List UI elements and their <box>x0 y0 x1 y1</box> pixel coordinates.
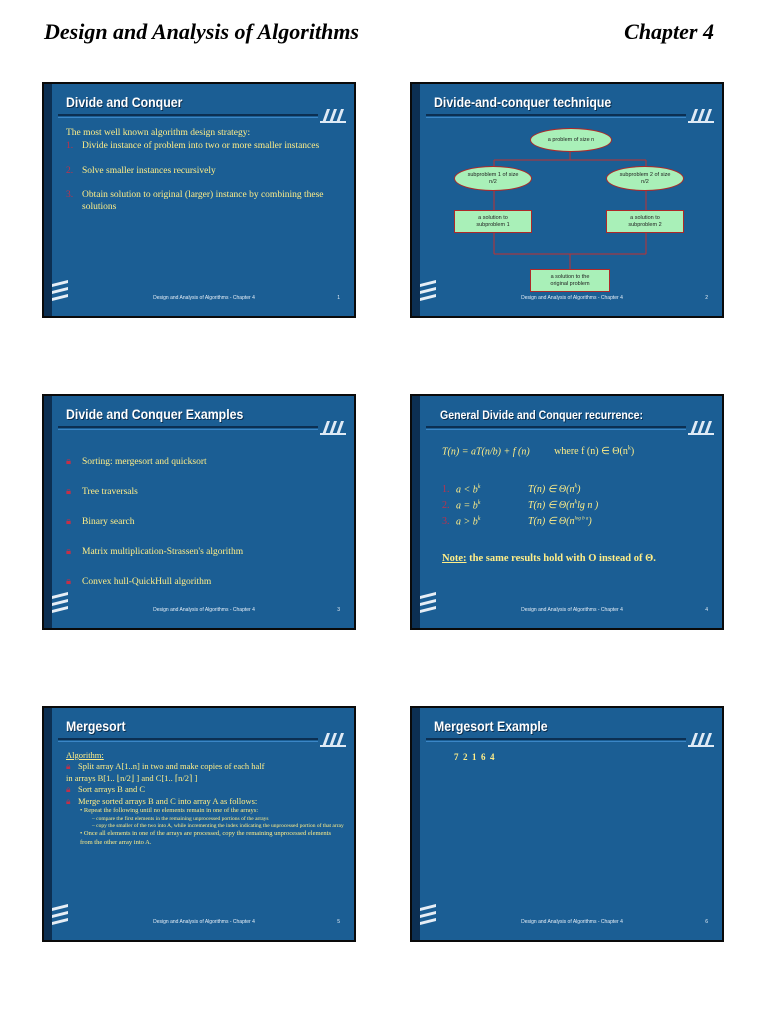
slide-body <box>66 750 344 847</box>
bullet-icon: 🔒︎ <box>66 457 72 467</box>
title-divider <box>58 738 318 740</box>
bullet-icon: 🔒︎ <box>66 487 72 497</box>
bullet-icon: 🔒︎ <box>66 577 72 587</box>
case-row: 3. $a > b^k$ T(n) ∈ $\Theta(n^{log b a})$ <box>442 516 592 528</box>
slash-logo-icon <box>686 418 716 436</box>
sub-item: • Once all elements in one of the arrays are processed, copy the remaining unprocessed elements from the other array into A. <box>80 830 331 846</box>
bullet-icon: 🔒︎ <box>66 547 72 557</box>
slide-number: 6 <box>705 919 708 925</box>
solution-2-node: a solution to subproblem 2 <box>606 210 684 233</box>
slide-footer <box>44 918 354 928</box>
slash-logo-icon <box>318 730 348 748</box>
list-item: 🔒︎ Merge sorted arrays B and C into array A as follows: <box>66 795 258 806</box>
sub-item: • Repeat the following until no elements remain in one of the arrays: <box>80 807 259 815</box>
list-item: 🔒︎ Sort arrays B and C <box>66 784 146 795</box>
footer-text: Design and Analysis of Algorithms - Chapter 4 <box>521 607 623 613</box>
where-clause: where f (n) ∈ $\Theta(n^k)$ <box>554 446 635 458</box>
slide-title: Divide-and-conquer technique <box>434 94 612 110</box>
sub-sub-item: – compare the first elements in the remaining unprocessed portions of the arrays <box>92 815 269 822</box>
list-item <box>66 166 344 177</box>
slide-5 <box>42 706 356 942</box>
page-header <box>44 15 714 49</box>
item-text: Binary search <box>82 517 135 527</box>
footer-text: Design and Analysis of Algorithms - Chapter 4 <box>153 295 255 301</box>
slide-title: Mergesort Example <box>434 718 548 734</box>
chapter-label: Chapter 4 <box>624 19 714 44</box>
item-text: Divide instance of problem into two or more smaller instances <box>82 141 320 152</box>
item-text: Tree traversals <box>82 487 138 497</box>
slide-title: Mergesort <box>66 718 126 734</box>
list-item <box>66 546 344 557</box>
slide-body <box>66 128 344 213</box>
slide-number: 1 <box>337 295 340 301</box>
slide-footer <box>44 606 354 616</box>
title-divider <box>58 426 318 428</box>
footer-text: Design and Analysis of Algorithms - Chapter 4 <box>521 919 623 925</box>
title-divider-highlight <box>58 117 318 118</box>
footer-text: Design and Analysis of Algorithms - Chapter 4 <box>153 607 255 613</box>
sub-sub-item: – copy the smaller of the two into A, while incrementing the index indicating the unprocessed portion of that array <box>92 822 344 829</box>
slide-title: General Divide and Conquer recurrence: <box>440 408 644 422</box>
note-label: Note: <box>442 553 467 564</box>
list-item <box>66 486 344 497</box>
list-item <box>66 456 344 467</box>
slide-number: 2 <box>705 295 708 301</box>
slide-3 <box>42 394 356 630</box>
case-row: 2. $a = b^k$ T(n) ∈ $\Theta(n^k\lg$ n ) <box>442 500 599 512</box>
recurrence-formula: T(n) = aT(n/b) + f (n) <box>442 446 530 458</box>
item-text: Sorting: mergesort and quicksort <box>82 457 207 467</box>
solution-1-node: a solution to subproblem 1 <box>454 210 532 233</box>
item-number: 2. <box>66 165 74 176</box>
title-divider <box>426 738 686 740</box>
list-item <box>66 141 344 152</box>
footer-text: Design and Analysis of Algorithms - Chapter 4 <box>153 919 255 925</box>
title-divider <box>58 114 318 116</box>
final-solution-node: a solution to the original problem <box>530 269 610 292</box>
slide-footer <box>412 918 722 928</box>
slide-4 <box>410 394 724 630</box>
recurrence-line <box>442 446 634 457</box>
slide-footer <box>412 606 722 616</box>
note-text: the same results hold with O instead of Θ. <box>469 553 656 564</box>
title-divider-highlight <box>426 741 686 742</box>
title-divider <box>426 426 686 428</box>
slash-logo-icon <box>318 418 348 436</box>
intro-text: The most well known algorithm design strategy: <box>66 128 251 138</box>
list-item <box>66 576 344 587</box>
case-row: 1. $a < b^k$ T(n) ∈ $\Theta(n^k)$ <box>442 484 581 496</box>
slide-title: Divide and Conquer <box>66 94 183 110</box>
subproblem-1-node: subproblem 1 of size n/2 <box>454 166 532 191</box>
slide-footer <box>44 294 354 304</box>
title-divider-highlight <box>58 429 318 430</box>
problem-node: a problem of size n <box>530 128 612 152</box>
page-title: Design and Analysis of Algorithms <box>44 19 359 44</box>
slide-2 <box>410 82 724 318</box>
slide-number: 4 <box>705 607 708 613</box>
slide-1 <box>42 82 356 318</box>
algorithm-label: Algorithm: <box>66 750 104 760</box>
slide-footer <box>412 294 722 304</box>
footer-text: Design and Analysis of Algorithms - Chapter 4 <box>521 295 623 301</box>
item-text: Convex hull-QuickHull algorithm <box>82 577 212 587</box>
slide-title: Divide and Conquer Examples <box>66 406 244 422</box>
item-text: Obtain solution to original (larger) instance by combining these solutions <box>82 190 324 212</box>
item-number: 3. <box>66 190 74 201</box>
item-text: Matrix multiplication-Strassen's algorithm <box>82 547 244 557</box>
slide-6 <box>410 706 724 942</box>
example-sequence: 7 2 1 6 4 <box>454 752 495 762</box>
item-text: Solve smaller instances recursively <box>82 165 216 176</box>
slide-number: 3 <box>337 607 340 613</box>
list-item: in arrays B[1.. ⌊n/2⌋ ] and C[1.. ⌈n/2⌉ ] <box>66 772 198 783</box>
title-divider-highlight <box>58 741 318 742</box>
bullet-icon: 🔒︎ <box>66 517 72 527</box>
list-item <box>66 516 344 527</box>
list-item: 🔒︎ Split array A[1..n] in two and make copies of each half <box>66 761 265 772</box>
subproblem-2-node: subproblem 2 of size n/2 <box>606 166 684 191</box>
slide-number: 5 <box>337 919 340 925</box>
title-divider-highlight <box>426 429 686 430</box>
item-number: 1. <box>66 141 74 152</box>
slash-logo-icon <box>686 730 716 748</box>
note-line <box>442 553 656 564</box>
slash-logo-icon <box>318 106 348 124</box>
list-item <box>66 190 344 213</box>
